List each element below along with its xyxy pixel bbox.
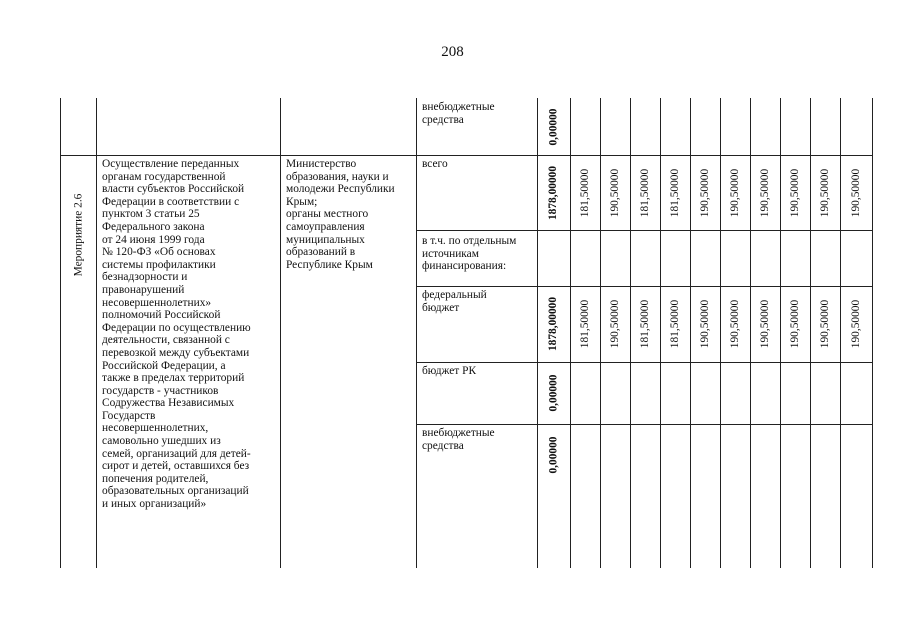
year-value: [570, 155, 600, 230]
row-total: [537, 362, 570, 424]
year-value: [780, 286, 810, 362]
year-value: [720, 155, 750, 230]
row-total: [537, 286, 570, 362]
value-text: 190,50000: [609, 168, 622, 217]
source-label: в т.ч. по отдельным источникам финансирования:: [422, 235, 517, 273]
year-value: [660, 286, 690, 362]
year-value: [600, 286, 630, 362]
year-value: [660, 155, 690, 230]
year-value: [690, 155, 720, 230]
value-text: 190,50000: [759, 299, 772, 349]
year-value: [630, 155, 660, 230]
measure-label: Мероприятие 2.6: [72, 193, 85, 277]
measure-description: Осуществление переданных органам государственной власти субъектов Российской Федерации в соответствии с пунктом 3 статьи 25 Федерального закона от 24 июня 1999 года № 120-ФЗ «Об основах системы профилактики безнадзорности и правонарушений несовершеннолетних» полномочий Российской Федерации по осуществлению деятельности, связанной с перевозкой между субъектами Российской Федерации, а также в пределах территорий государств - участников Содружества Независимых Государств несовершеннолетних, самовольно ушедших из семей, организаций для детей- сирот и детей, оставшихся без попечения родителей, образовательных организаций и иных организаций»: [102, 158, 251, 511]
year-value: [690, 286, 720, 362]
total-value: 1878,00000: [547, 296, 560, 352]
value-text: 190,50000: [699, 299, 712, 349]
value-text: 190,50000: [850, 299, 863, 349]
page-number: 208: [441, 44, 464, 60]
table-border: [96, 98, 97, 568]
value-text: 190,50000: [819, 168, 832, 217]
year-value: [780, 155, 810, 230]
source-label: федеральный бюджет: [422, 289, 487, 314]
value-text: 190,50000: [789, 299, 802, 349]
source-label: бюджет РК: [422, 365, 477, 377]
value-text: 181,50000: [579, 168, 592, 217]
total-value: 0,00000: [547, 436, 560, 474]
value-text: 190,50000: [729, 299, 742, 349]
table-border: [872, 98, 873, 568]
value-text: 190,50000: [699, 168, 712, 217]
value-text: 190,50000: [789, 168, 802, 217]
total-value: 0,00000: [547, 374, 560, 412]
source-label: внебюджетные средства: [422, 427, 495, 452]
value-text: 190,50000: [729, 168, 742, 217]
row-total: [537, 424, 570, 486]
year-value: [630, 286, 660, 362]
total-value: 0,00000: [547, 107, 560, 146]
value-text: 181,50000: [579, 299, 592, 349]
year-value: [810, 155, 840, 230]
year-value: [840, 286, 872, 362]
year-value: [840, 155, 872, 230]
value-text: 190,50000: [759, 168, 772, 217]
source-label: внебюджетные средства: [422, 101, 495, 126]
value-text: 190,50000: [850, 168, 863, 217]
table-border: [416, 230, 872, 231]
measure-executor: Министерство образования, науки и молодежи Республики Крым; органы местного самоуправления муниципальных образований в Республике Крым: [286, 158, 395, 271]
value-text: 190,50000: [609, 299, 622, 349]
value-text: 181,50000: [669, 299, 682, 349]
row-total: [537, 155, 570, 230]
year-value: [750, 286, 780, 362]
year-value: [570, 286, 600, 362]
row-total: [537, 98, 570, 155]
year-value: [720, 286, 750, 362]
table-border: [416, 98, 417, 568]
year-value: [810, 286, 840, 362]
total-value: 1878,00000: [547, 165, 560, 220]
table-border: [416, 424, 872, 425]
year-value: [600, 155, 630, 230]
measure-label-cell: [60, 155, 96, 315]
source-label: всего: [422, 158, 448, 170]
year-value: [750, 155, 780, 230]
table-border: [416, 362, 872, 363]
value-text: 181,50000: [639, 168, 652, 217]
value-text: 190,50000: [819, 299, 832, 349]
table-border: [280, 98, 281, 568]
value-text: 181,50000: [669, 168, 682, 217]
value-text: 181,50000: [639, 299, 652, 349]
